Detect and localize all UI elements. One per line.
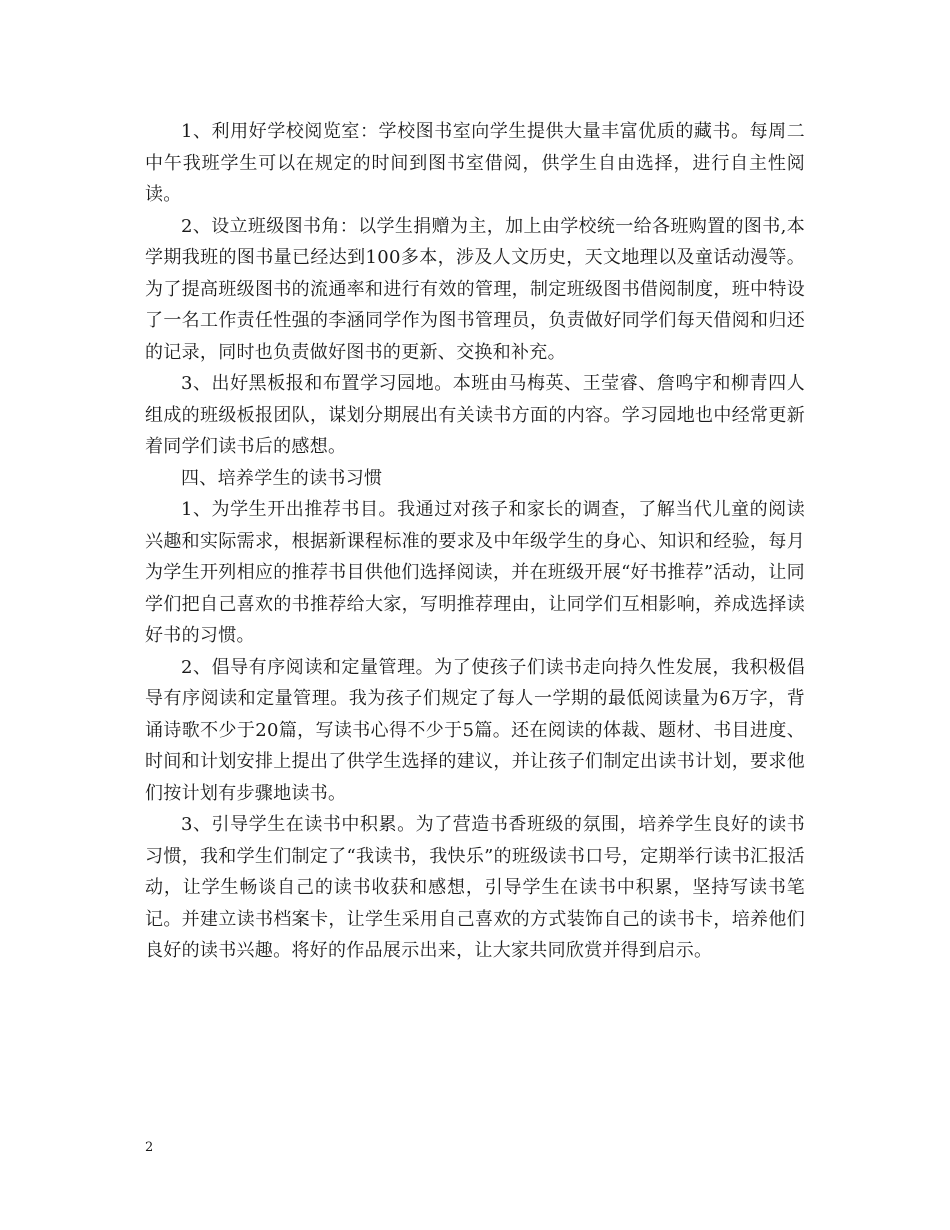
page-number: 2 xyxy=(145,1140,154,1155)
document-body xyxy=(145,116,805,967)
paragraph-recommended-books: 1、为学生开出推荐书目。我通过对孩子和家长的调查，了解当代儿童的阅读兴趣和实际需求，根据新课程标准的要求及中年级学生的身心、知识和经验，每月为学生开列相应的推荐书目供他们选择阅读，并在班级开展“好书推荐”活动，让同学们把自己喜欢的书推荐给大家，写明推荐理由，让同学们互相影响，养成选择读好书的习惯。 xyxy=(145,499,805,646)
paragraph-blackboard-newspaper: 3、出好黑板报和布置学习园地。本班由马梅英、王莹睿、詹鸣宇和柳青四人组成的班级板报团队，谋划分期展出有关读书方面的内容。学习园地也中经常更新着同学们读书后的感想。 xyxy=(145,373,805,457)
section-heading: 四、培养学生的读书习惯 xyxy=(181,467,383,489)
paragraph-reading-room: 1、利用好学校阅览室：学校图书室向学生提供大量丰富优质的藏书。每周二中午我班学生可以在规定的时间到图书室借阅，供学生自由选择，进行自主性阅读。 xyxy=(145,121,805,205)
paragraph-reading-accumulation: 3、引导学生在读书中积累。为了营造书香班级的氛围，培养学生良好的读书习惯，我和学生们制定了“我读书，我快乐”的班级读书口号，定期举行读书汇报活动，让学生畅谈自己的读书收获和感想，引导学生在读书中积累，坚持写读书笔记。并建立读书档案卡，让学生采用自己喜欢的方式装饰自己的读书卡，培养他们良好的读书兴趣。将好的作品展示出来，让大家共同欣赏并得到启示。 xyxy=(145,814,805,961)
paragraph-class-book-corner: 2、设立班级图书角：以学生捐赠为主，加上由学校统一给各班购置的图书,本学期我班的图书量已经达到100多本，涉及人文历史，天文地理以及童话动漫等。为了提高班级图书的流通率和进行有效的管理，制定班级图书借阅制度，班中特设了一名工作责任性强的李涵同学作为图书管理员，负责做好同学们每天借阅和归还的记录，同时也负责做好图书的更新、交换和补充。 xyxy=(145,215,805,363)
paragraph-orderly-reading: 2、倡导有序阅读和定量管理。为了使孩子们读书走向持久性发展，我积极倡导有序阅读和定量管理。我为孩子们规定了每人一学期的最低阅读量为6万字，背诵诗歌不少于20篇，写读书心得不少于5篇。还在阅读的体裁、题材、书目进度、时间和计划安排上提出了供学生选择的建议，并让孩子们制定出读书计划，要求他们按计划有步骤地读书。 xyxy=(145,656,805,804)
